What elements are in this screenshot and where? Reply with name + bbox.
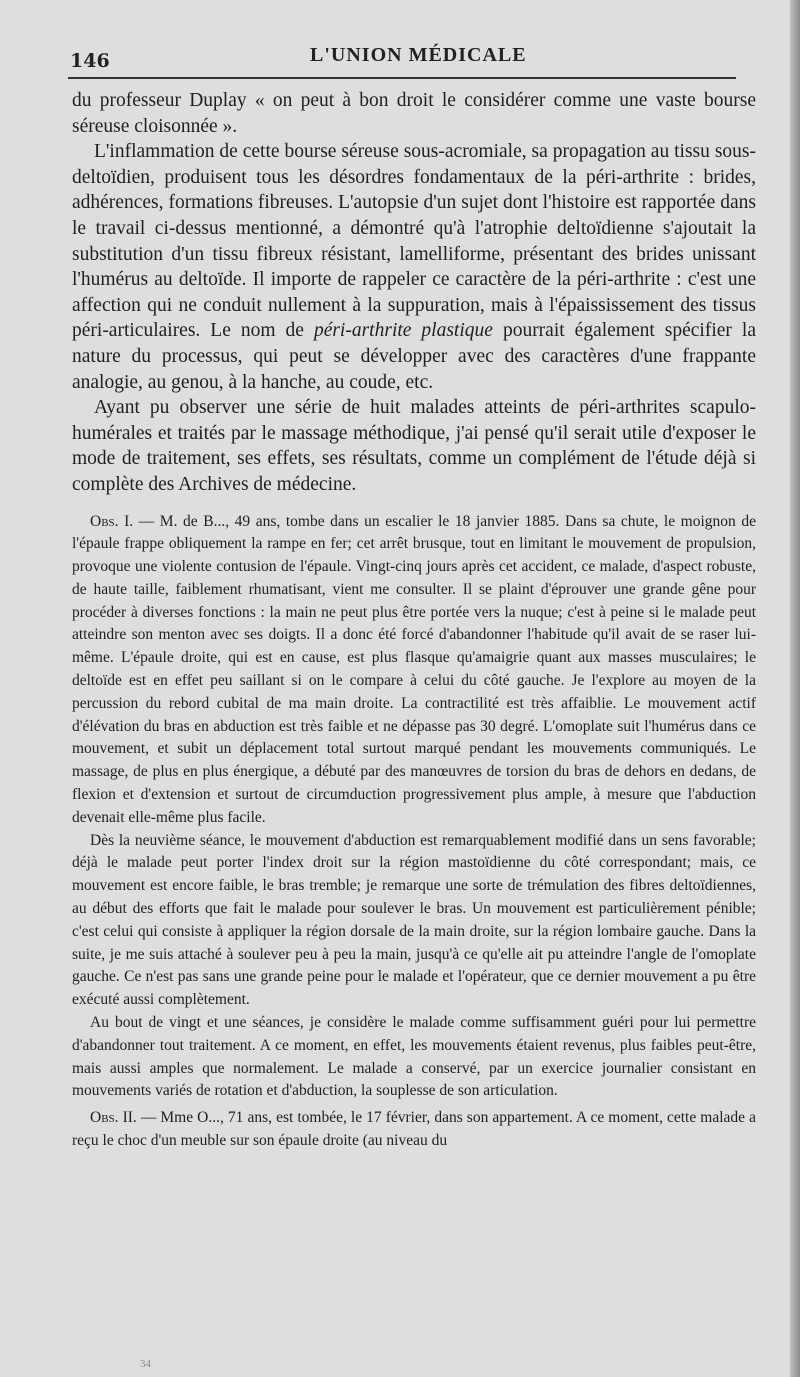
observation-2 <box>72 1107 756 1153</box>
observation-1 <box>72 511 756 830</box>
paragraph-1: du professeur Duplay « on peut à bon droit le considérer comme une vaste bourse séreuse cloisonnée ». <box>72 90 756 137</box>
page-header <box>70 40 740 76</box>
observation-2-label: Obs. II. <box>90 1109 137 1127</box>
page-number: 146 <box>70 50 110 72</box>
paragraph-2-italic-term: péri-arthrite plastique <box>313 320 493 342</box>
paragraph-6: Au bout de vingt et une séances, je considère le malade comme suffisamment guéri pour lui permettre d'abandonner tout traitement. A ce moment, en effet, les mouvements étaient revenus, plus faibles peut-être, mais aussi amples que normalement. Le malade a conservé, par un exercice journalier consistant en mouvements variés de rotation et d'abduction, la souplesse de son articulation. <box>72 1014 756 1100</box>
observation-1-text: — M. de B..., 49 ans, tombe dans un escalier le 18 janvier 1885. Dans sa chute, le moignon de l'épaule frappe obliquement la rampe en fer; cet arrêt brusque, tout en limitant le mouvement de propulsion, provoque une violente contusion de l'épaule. Vingt-cinq jours après cet accident, ce malade, d'aspect robuste, de haute taille, faiblement rhumatisant, vient me consulter. Il se plaint d'éprouver une grande gêne pour procéder à diverses fonctions : la main ne peut plus être portée vers la nuque; c'est à peine si le malade peut atteindre son menton avec ses doigts. Il a donc été forcé d'abandonner l'habitude qu'il avait de se raser lui-même. L'épaule droite, qui est en cause, est plus flasque qu'amaigrie quant aux masses musculaires; le deltoïde est en effet peu saillant si on le compare à celui du côté gauche. Je l'explore au moyen de la percussion du rebord cubital de ma main droite. La contractilité est très affaiblie. Le mouvement actif d'élévation du bras en abduction est très faible et ne dépasse pas 30 degré. L'omoplate suit l'humérus dans ce mouvement, et subit un déplacement total surtout marqué pendant les mouvements communiqués. Le massage, de plus en plus énergique, a débuté par des manœuvres de torsion du bras de dehors en dedans, de flexion et d'extension et surtout de circumduction progressivement plus ample, à mesure que l'abduction devenait elle-même plus facile. <box>72 512 757 826</box>
page-edge-shadow <box>790 0 800 1377</box>
paragraph-2 <box>72 139 756 395</box>
observation-1-label: Obs. I. <box>90 512 134 530</box>
paragraph-5: Dès la neuvième séance, le mouvement d'abduction est remarquablement modifié dans un sens favorable; déjà le malade peut porter l'index droit sur la région mastoïdienne du côté correspondant; mais, ce mouvement est encore faible, le bras tremble; je remarque une sorte de trémulation des fibres deltoïdiennes, au début des efforts que fait le malade pour soulever le bras. Un mouvement est particulièrement pénible; c'est celui qui consiste à appliquer la région dorsale de la main droite, sur la région lombaire gauche. Dans la suite, je me suis attaché à soulever peu à peu la main, jusqu'à ce qu'elle ait pu atteindre l'angle de l'omoplate gauche. Ce n'est pas sans une grande peine pour le malade et l'opérateur, que ce dernier mouvement a pu être exécuté aussi complètement. <box>72 831 756 1009</box>
running-head: L'UNION MÉDICALE <box>310 44 527 66</box>
body-text <box>72 88 756 1153</box>
header-rule <box>68 77 736 79</box>
paragraph-3: Ayant pu observer une série de huit malades atteints de péri-arthrites scapulo-humérales et traités par le massage méthodique, j'ai pensé qu'il serait utile d'exposer le mode de traitement, ses effets, ses résultats, comme un complément de l'étude déjà si complète des Archives de médecine. <box>72 397 756 495</box>
signature-mark: 34 <box>140 1358 151 1370</box>
section-spacer <box>72 498 756 511</box>
observation-2-text: — Mme O..., 71 ans, est tombée, le 17 février, dans son appartement. A ce moment, cette malade a reçu le choc d'un meuble sur son épaule droite (au niveau du <box>72 1109 756 1150</box>
paragraph-2-text-a: L'inflammation de cette bourse séreuse sous-acromiale, sa propagation au tissu sous-deltoïdien, produisent tous les désordres fondamentaux de la péri-arthrite : brides, adhérences, formations fibreuses. L'autopsie d'un sujet dont l'histoire est rapportée dans le travail ci-dessus mentionné, a démontré qu'à l'atrophie deltoïdienne s'ajoutait la substitution d'un tissu fibreux résistant, lamelliforme, présentant des brides unissant l'humérus au deltoïde. Il importe de rappeler ce caractère de la péri-arthrite : c'est une affection qui ne conduit nullement à la suppuration, mais à l'épaississement des tissus péri-articulaires. Le nom de <box>72 141 756 342</box>
paragraph-2-text-b: pourrait également spécifier la nature du processus, qui peut se développer avec des caractères d'une frappante analogie, au genou, à la hanche, au coude, etc. <box>72 320 756 393</box>
